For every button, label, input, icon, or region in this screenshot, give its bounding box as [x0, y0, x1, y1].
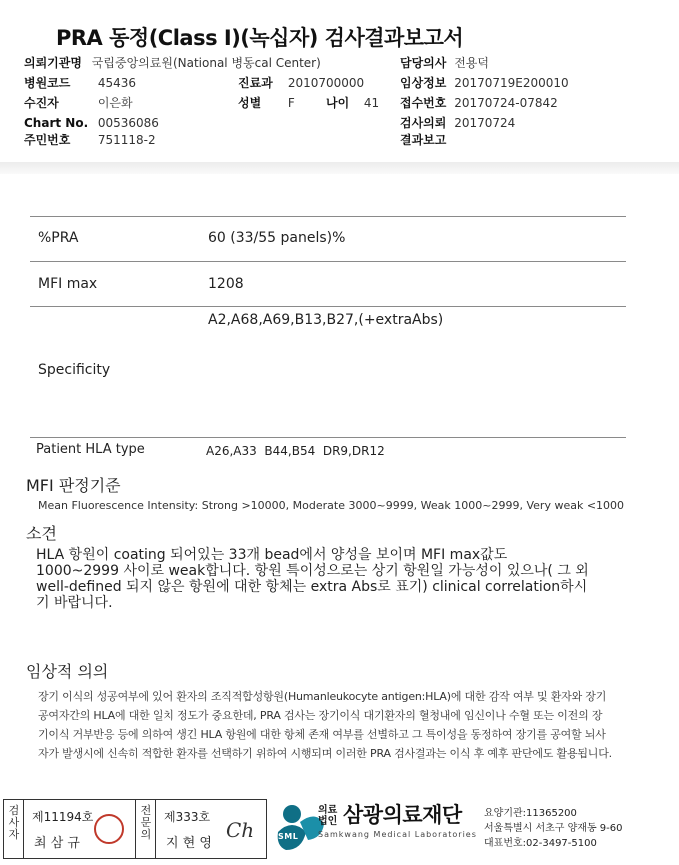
specificity-value: A2,A68,A69,B13,B27,(+extraAbs) — [208, 312, 444, 328]
header-separator — [0, 162, 679, 174]
institution-row — [24, 56, 321, 70]
lab-code: 요양기관:11365200 — [484, 808, 577, 819]
sex-label: 성별 — [238, 96, 262, 110]
report-title: PRA 동정(Class I)(녹십자) 검사결과보고서 — [56, 26, 464, 50]
hospital-code-row — [24, 76, 136, 90]
corp-label-line-2: 법인 — [318, 816, 338, 827]
table-rule-2 — [30, 306, 626, 307]
department-row — [238, 76, 364, 90]
doctor-label: 담당의사 — [400, 56, 447, 70]
resident-no-label: 주민번호 — [24, 133, 71, 147]
receipt-no-label: 접수번호 — [400, 96, 447, 110]
clinical-significance-text: 장기 이식의 성공여부에 있어 환자의 조직적합성항원(Humanleukocyte antigen:HLA)에 대한 감작 여부 및 환자와 장기공여자간의 HLA에 대한 일치 정도가 중요한데, PRA 검사는 장기이식 대기환자의 혈청내에 임신이나 수혈 또는 이전의 장기이식 거부반응 등에 의하여 생긴 HLA 항원에 대한 항체 존재 여부를 선별하고 그 특이성을 동정하여 장기를 공여할 뇌사자가 발생시에 신속히 적합한 환자를 선택하기 위하여 시행되며 이러한 PRA 검사결과는 이식 후 예후 판단에도 활용됩니다. — [38, 690, 612, 760]
specialist-name: 지 현 영 — [166, 836, 212, 851]
inspector-name: 최 삼 규 — [34, 836, 80, 851]
chart-no-value: 00536086 — [97, 116, 159, 130]
corp-label-line-1: 의료 — [318, 805, 338, 816]
department-label: 진료과 — [238, 76, 273, 90]
signature-divider-3 — [155, 800, 156, 858]
specificity-label: Specificity — [38, 362, 111, 378]
institution-value: 국립중앙의료원(National 병동cal Center) — [91, 56, 321, 70]
table-rule-top — [30, 216, 626, 217]
mfi-max-value: 1208 — [208, 276, 244, 292]
sex-value: F — [287, 96, 295, 110]
table-rule-1 — [30, 261, 626, 262]
age-label: 나이 — [326, 96, 350, 110]
result-report-row — [400, 133, 450, 147]
institution-label: 의뢰기관명 — [24, 56, 82, 70]
request-date-row — [400, 116, 515, 130]
receipt-no-row — [400, 96, 558, 110]
lab-address: 서울특별시 서초구 양재동 9-60 — [484, 823, 623, 834]
clinical-info-row — [400, 76, 569, 90]
clinical-info-value: 20170719E200010 — [454, 76, 569, 90]
patient-hla-value: A26,A33 B44,B54 DR9,DR12 — [206, 444, 385, 458]
signature-box — [3, 799, 267, 859]
doctor-row — [400, 56, 489, 70]
pra-value: 60 (33/55 panels)% — [208, 230, 346, 246]
patient-hla-label: Patient HLA type — [36, 442, 145, 457]
mfi-max-label: MFI max — [38, 276, 98, 292]
clinical-info-label: 임상정보 — [400, 76, 447, 90]
pra-label: %PRA — [38, 230, 79, 246]
result-report-label: 결과보고 — [400, 133, 447, 147]
specialist-signature: Ch — [226, 818, 255, 842]
resident-no-value: 751118-2 — [97, 133, 156, 147]
inspector-label: 검사자 — [8, 804, 20, 841]
age-row — [326, 96, 379, 110]
specialist-label: 전문의 — [140, 804, 152, 841]
recipient-value: 이은화 — [97, 96, 133, 110]
corp-label — [318, 805, 337, 827]
clinical-significance-heading: 임상적 의의 — [26, 662, 109, 681]
chart-no-row — [24, 116, 159, 130]
hospital-code-value: 45436 — [97, 76, 137, 90]
request-date-value: 20170724 — [454, 116, 516, 130]
chart-no-label: Chart No. — [24, 116, 89, 130]
signature-divider-1 — [23, 800, 24, 858]
age-value: 41 — [363, 96, 380, 110]
inspector-number: 제11194호 — [32, 810, 94, 824]
recipient-row — [24, 96, 133, 110]
inspector-seal-icon — [94, 814, 124, 844]
lab-phone: 대표번호:02-3497-5100 — [484, 838, 597, 849]
receipt-no-value: 20170724-07842 — [454, 96, 558, 110]
recipient-label: 수진자 — [24, 96, 59, 110]
table-rule-3 — [30, 437, 626, 438]
opinion-text: HLA 항원이 coating 되어있는 33개 bead에서 양성을 보이며 MFI max값도 1000~2999 사이로 weak합니다. 항원 특이성으로는 상기 항원일 가능성이 있으나( 그 외 well-defined 되지 않은 항원에 대한 항체는 extra Abs로 표기) clinical correlation하시기 바랍니다. — [36, 547, 589, 611]
doctor-value: 전용덕 — [454, 56, 489, 70]
lab-name-en: Samkwang Medical Laboratories — [318, 830, 477, 839]
request-date-label: 검사의뢰 — [400, 116, 447, 130]
lab-name: 삼광의료재단 — [343, 803, 462, 827]
sml-logo-text: SML — [278, 832, 299, 841]
mfi-criteria-heading: MFI 판정기준 — [26, 476, 121, 495]
hospital-code-label: 병원코드 — [24, 76, 71, 90]
resident-no-row — [24, 133, 156, 147]
department-value: 2010700000 — [287, 76, 365, 90]
signature-divider-2 — [135, 800, 136, 858]
sex-row — [238, 96, 295, 110]
opinion-heading: 소견 — [26, 524, 57, 543]
mfi-criteria-text: Mean Fluorescence Intensity: Strong >10000, Moderate 3000~9999, Weak 1000~2999, Very weak <1000 — [38, 499, 625, 512]
specialist-number: 제333호 — [164, 810, 211, 824]
